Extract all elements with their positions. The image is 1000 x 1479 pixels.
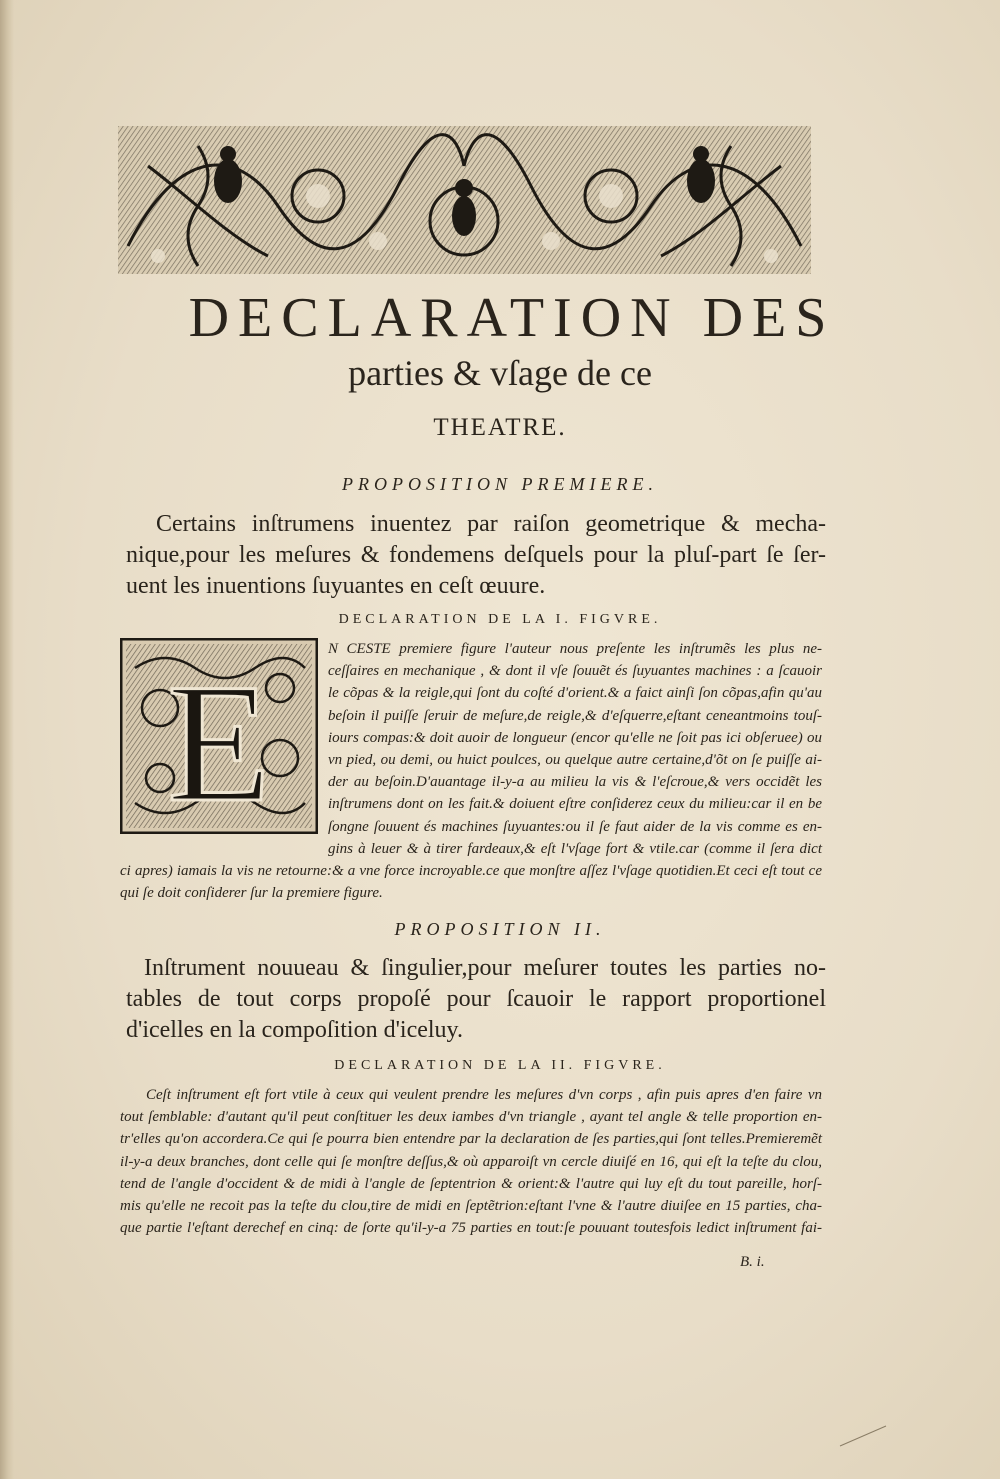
page-title-theatre: THEATRE. — [433, 414, 567, 441]
declaration-2-line: Ceſt inſtrument eſt fort vtile à ceux qui veulent prendre les meſures d'vn corps , afin puis apres d'en faire vn — [146, 1087, 822, 1103]
ornamental-headpiece — [118, 126, 811, 274]
proposition-2-heading: PROPOSITION II. — [394, 919, 606, 939]
proposition-2-line: Inſtrument nouueau & ſingulier,pour meſurer toutes les parties no- — [144, 955, 826, 981]
declaration-1-text-full — [120, 860, 822, 904]
declaration-2-text — [120, 1084, 822, 1239]
declaration-1-line: N CESTE premiere figure l'auteur nous preſente les inſtrumẽs les plus ne- — [328, 641, 822, 657]
declaration-2-line: que partie l'eſtant derechef en cinq: de ſorte qu'il-y-a 75 parties en tout:ſe pouuant toutesfois ledict inſtrument fai- — [120, 1220, 822, 1237]
declaration-1-line: vn pied, ou demi, ou huict poulces, ou quelque autre certaine,d'õt on ſe puiſſe ai- — [328, 751, 822, 768]
page-gutter — [0, 0, 14, 1479]
signature-mark: B. i. — [740, 1254, 765, 1270]
page-title: DECLARATION DES — [188, 287, 836, 349]
proposition-2-line: d'icelles en la compoſition d'iceluy. — [126, 1017, 463, 1043]
declaration-1-line: iours compas:& doit auoir de longueur (encor qu'elle ne ſoit pas ici obſeruee) ou — [328, 729, 822, 746]
proposition-2-line: tables de tout corps propoſé pour ſcauoir le rapport proportionel — [126, 986, 826, 1012]
declaration-2-line: tend de l'angle d'occident & de midi à l'angle de ſeptentrion & orient:& l'autre qui luy eſt du tout pareille, horſ- — [120, 1175, 822, 1192]
declaration-1-line: inſtrumens dont on les fait.& doiuent eſtre conſiderez ceux du milieu:car il en be — [328, 796, 822, 813]
declaration-1-heading: DECLARATION DE LA I. FIGVRE. — [338, 612, 662, 627]
declaration-1-line: beſoin il puiſſe ſeruir de meſure,de reigle,& d'eſquerre,eſtant ceneantmoins touſ- — [328, 707, 822, 724]
declaration-1-line: ceſſaires en mechanique , & dont il vſe ſouuẽt és ſuyuantes machines : a ſcauoir — [328, 663, 822, 680]
declaration-2-line: il-y-a deux branches, dont celle qui ſe monſtre deſſus,& où apparoiſt vn cercle diuiſé en 16, qui eſt la teſte du clou, — [120, 1153, 822, 1170]
page-subtitle: parties & vſage de ce — [348, 353, 652, 393]
declaration-1-line: gins à leuer & à tirer fardeaux,& eſt l'vſage fort & vtile.car (comme il ſera dict — [328, 840, 822, 857]
declaration-1-line: ſongne ſouuent és machines ſuyuantes:ou il ſe faut aider de la vis comme es en- — [328, 818, 822, 835]
initial-letter: E — [167, 649, 271, 834]
proposition-1-line: uent les inuentions ſuyuantes en ceſt œuure. — [126, 573, 546, 599]
declaration-2-heading: DECLARATION DE LA II. FIGVRE. — [334, 1058, 666, 1073]
declaration-1-line: der au beſoin.D'auantage il-y-a au milieu la vis & l'eſcroue,& vers occidẽt les — [328, 774, 822, 791]
pencil-mark — [838, 1424, 888, 1448]
declaration-1-line: le cõpas & la reigle,qui ſont du coſté d'orient.& a faict ainſi ſon cõpas,afin qu'au — [328, 685, 822, 702]
declaration-1-line: qui ſe doit conſiderer ſur la premiere figure. — [120, 885, 383, 902]
declaration-2-line: tout ſemblable: d'autant qu'il peut conſtituer les deux iambes d'vn triangle , ayant tel angle & telle proportion en- — [120, 1109, 822, 1126]
proposition-1-heading: PROPOSITION PREMIERE. — [342, 474, 658, 494]
proposition-1-text — [126, 509, 826, 602]
declaration-1-line: ci apres) iamais la vis ne retourne:& a vne force incroyable.ce que monſtre aſſez l'vſage quotidien.Et ceci eſt tout ce — [120, 863, 822, 879]
proposition-1-line: Certains inſtrumens inuentez par raiſon geometrique & mecha- — [156, 511, 826, 537]
declaration-2-line: mis qu'elle ne recoit pas la teſte du clou,tire de midi en ſeptẽtrion:eſtant l'vne & l'autre diuiſee en 15 parties, cha- — [120, 1197, 822, 1214]
proposition-1-line: nique,pour les meſures & fondemens deſquels pour la pluſ-part ſe ſer- — [126, 542, 826, 568]
declaration-1-text-beside-initial — [328, 638, 822, 860]
decorated-initial — [120, 638, 318, 834]
proposition-2-text — [126, 953, 826, 1046]
declaration-2-line: tr'elles qu'on accordera.Ce qui ſe pourra bien entendre par la declaration de ſes parties,qui ſont telles.Premieremẽt — [120, 1131, 822, 1148]
